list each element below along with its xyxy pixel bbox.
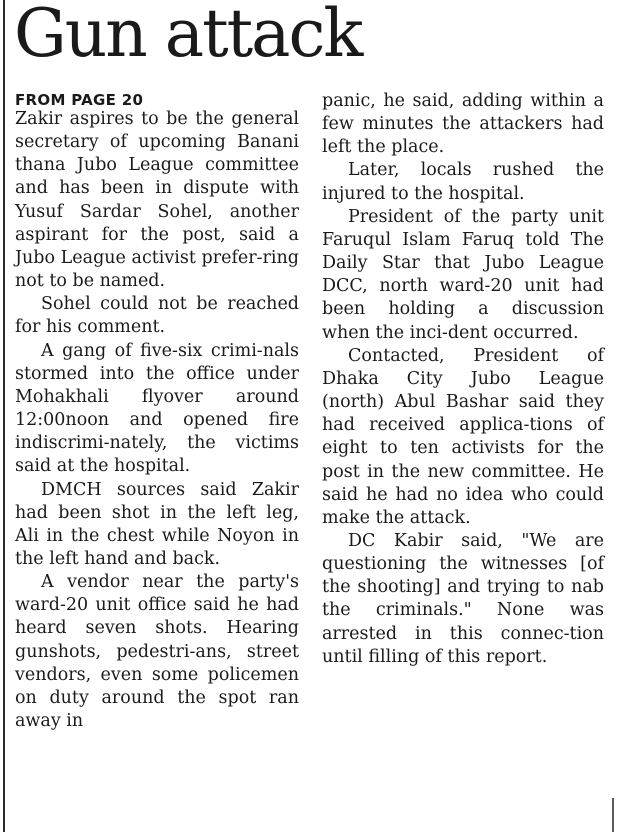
paragraph: A vendor near the party's ward-20 unit office said he had heard seven shots. Hearing gunshots, pedestri-ans, street vendors, even some policemen on duty around the spot ran away in <box>15 572 299 732</box>
left-column <box>15 108 299 733</box>
paragraph: Sohel could not be reached for his comment. <box>15 294 299 338</box>
paragraph: Zakir aspires to be the general secretary of upcoming Banani thana Jubo League committee and has been in dispute with Yusuf Sardar Sohel, another aspirant for the post, said a Jubo League activist prefer-ring not to be named. <box>15 109 299 292</box>
right-column <box>322 90 604 669</box>
paragraph: A gang of five-six crimi-nals stormed into the office under Mohakhali flyover around 12:00noon and opened fire indiscrimi-nately, the victims said at the hospital. <box>15 340 299 477</box>
jump-line: FROM PAGE 20 <box>15 91 144 109</box>
paragraph: panic, he said, adding within a few minutes the attackers had left the place. <box>322 91 604 158</box>
paragraph: DC Kabir said, "We are questioning the witnesses [of the shooting] and trying to nab the criminals." None was arrested in this connec-tion until filling of this report. <box>322 530 604 667</box>
column-rule-left <box>3 0 5 832</box>
headline: Gun attack <box>14 0 362 72</box>
paragraph: Contacted, President of Dhaka City Jubo League (north) Abul Bashar said they had received applica-tions of eight to ten activists for the post in the new committee. He said he had no idea who could make the attack. <box>322 345 604 528</box>
paragraph: DMCH sources said Zakir had been shot in the left leg, Ali in the chest while Noyon in the left hand and back. <box>15 479 299 569</box>
paragraph: Later, locals rushed the injured to the hospital. <box>322 160 604 204</box>
paragraph: President of the party unit Faruqul Islam Faruq told The Daily Star that Jubo League DCC, north ward-20 unit had been holding a discussion when the inci-dent occurred. <box>322 206 604 343</box>
column-rule-right <box>612 798 614 832</box>
